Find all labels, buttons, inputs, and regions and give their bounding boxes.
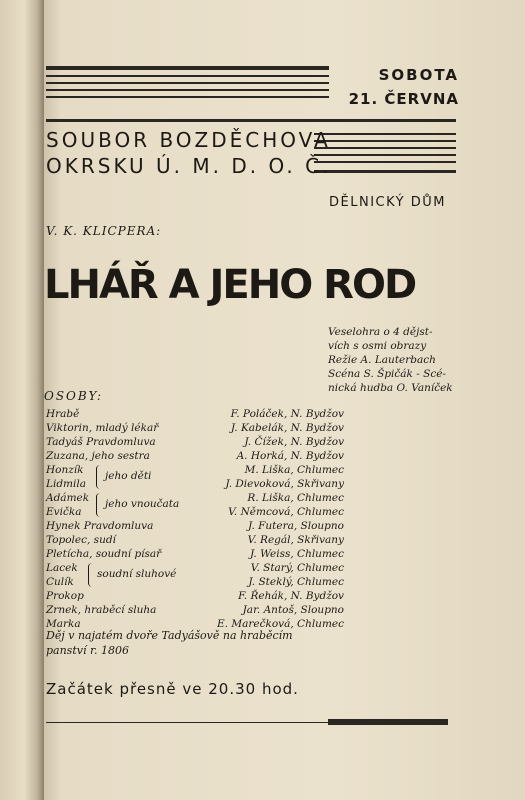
brace-children xyxy=(96,465,102,489)
setting-note: Děj v najatém dvoře Tadyášově na hraběcím panství r. 1806 xyxy=(46,629,293,657)
program-page xyxy=(44,0,525,800)
cast-row: Lidmila J. Dievoková, Skřivany xyxy=(46,478,344,490)
cast-row: Viktorin, mladý lékař J. Kabelák, N. Bydžov xyxy=(46,422,344,434)
date-label: 21. ČERVNA xyxy=(348,90,459,108)
play-title: LHÁŘ A JEHO ROD xyxy=(44,262,416,308)
cast-row: Evička V. Němcová, Chlumec xyxy=(46,506,344,518)
day-label: SOBOTA xyxy=(378,66,459,84)
venue: DĚLNICKÝ DŮM xyxy=(329,195,446,210)
cast-row: Hrabě F. Poláček, N. Bydžov xyxy=(46,408,344,420)
brace-grandchildren xyxy=(96,493,102,517)
start-time: Začátek přesně ve 20.30 hod. xyxy=(46,680,299,698)
brace-bailiffs xyxy=(88,563,94,587)
footer-rule-thick xyxy=(328,719,448,725)
author: V. K. KLICPERA: xyxy=(46,224,162,238)
cast-row: Honzík M. Liška, Chlumec xyxy=(46,464,344,476)
cast-row: Tadyáš Pravdomluva J. Čížek, N. Bydžov xyxy=(46,436,344,448)
group-children-label: jeho děti xyxy=(105,470,152,482)
group-bailiffs-label: soudní sluhové xyxy=(97,568,177,580)
organizer-line-2: OKRSKU Ú. M. D. O. Č. xyxy=(46,154,332,178)
cast-row: Adámek R. Liška, Chlumec xyxy=(46,492,344,504)
book-spine xyxy=(0,0,44,800)
cast-heading: OSOBY: xyxy=(44,389,103,403)
production-info: Veselohra o 4 dějst- vích s osmi obrazy Režie A. Lauterbach Scéna S. Špičák - Scé- nická hudba O. Vaníček xyxy=(328,326,453,394)
group-grandchildren-label: jeho vnoučata xyxy=(105,498,180,510)
cast-row: Topolec, sudí V. Regál, Skřivany xyxy=(46,534,344,546)
organizer-rule xyxy=(46,119,456,122)
cast-row: Lacek V. Starý, Chlumec xyxy=(46,562,344,574)
cast-row: Culík J. Steklý, Chlumec xyxy=(46,576,344,588)
cast-row: Zrnek, hraběcí sluha Jar. Antoš, Sloupno xyxy=(46,604,344,616)
cast-row: Marka E. Marečková, Chlumec xyxy=(46,618,344,630)
cast-list xyxy=(44,407,344,637)
header-rule xyxy=(46,66,329,70)
footer-rule-thin xyxy=(46,722,328,723)
organizer-line-1: SOUBOR BOZDĚCHOVA xyxy=(46,128,331,152)
cast-row: Hynek Pravdomluva J. Futera, Sloupno xyxy=(46,520,344,532)
cast-row: Pletícha, soudní písař J. Weiss, Chlumec xyxy=(46,548,344,560)
cast-row: Prokop F. Řehák, N. Bydžov xyxy=(46,590,344,602)
cast-row: Zuzana, jeho sestra A. Horká, N. Bydžov xyxy=(46,450,344,462)
